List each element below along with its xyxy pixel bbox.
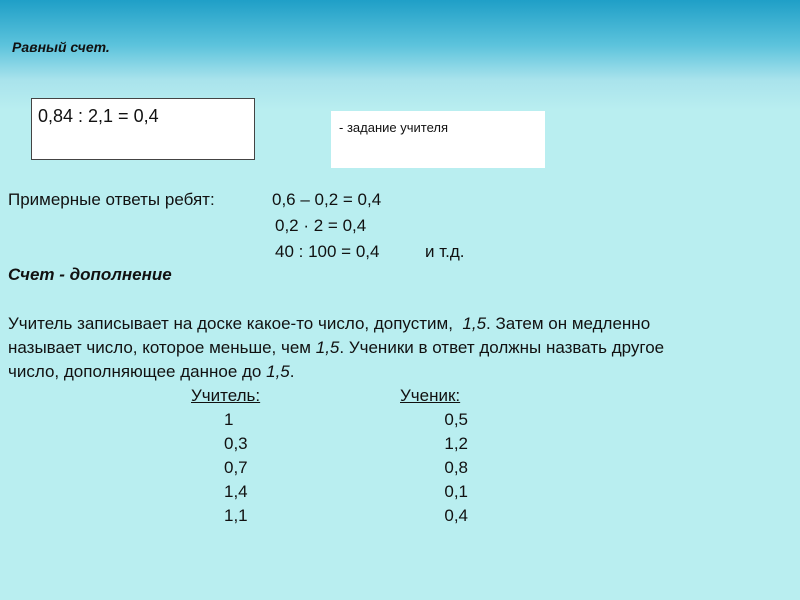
- student-value: 0,4: [444, 506, 468, 525]
- student-value: 0,1: [444, 482, 468, 501]
- task-expression: 0,84 : 2,1 = 0,4: [38, 106, 159, 126]
- description-line-1: [8, 314, 650, 334]
- answer-3: 40 : 100 = 0,4: [275, 242, 380, 261]
- description-text: Учитель записывает на доске какое-то число, допустим,: [8, 314, 453, 333]
- teacher-value: 1: [224, 410, 234, 429]
- description-line-3: [8, 362, 294, 382]
- description-number: 1,5: [462, 314, 487, 333]
- teacher-value: 1,1: [224, 506, 248, 525]
- description-text: . Ученики в ответ должны назвать другое: [339, 338, 665, 357]
- description-text: число, дополняющее данное до: [8, 362, 262, 381]
- legend-text: - задание учителя: [339, 120, 448, 135]
- teacher-value: 0,7: [224, 458, 248, 477]
- description-text: называет число, которое меньше, чем: [8, 338, 311, 357]
- answer-2: 0,2 · 2 = 0,4: [275, 216, 367, 235]
- legend-box: [331, 111, 545, 168]
- answer-1: 0,6 – 0,2 = 0,4: [272, 190, 382, 209]
- answers-etc: и т.д.: [425, 242, 465, 261]
- teacher-value: 1,4: [224, 482, 248, 501]
- description-number: 1,5: [315, 338, 340, 357]
- student-value: 1,2: [444, 434, 468, 453]
- description-line-2: [8, 338, 664, 358]
- student-value: 0,8: [444, 458, 468, 477]
- description-text: . Затем он медленно: [486, 314, 651, 333]
- section-title-complement: Счет - дополнение: [8, 265, 172, 284]
- description-number: 1,5: [266, 362, 290, 381]
- teacher-task-box: [31, 98, 255, 160]
- teacher-column-header: Учитель:: [191, 386, 261, 405]
- student-value: 0,5: [444, 410, 468, 429]
- description-text: .: [289, 362, 295, 381]
- teacher-value: 0,3: [224, 434, 248, 453]
- slide-title: Равный счет.: [12, 39, 110, 55]
- answers-label: Примерные ответы ребят:: [8, 190, 215, 209]
- student-column-header: Ученик:: [400, 386, 461, 405]
